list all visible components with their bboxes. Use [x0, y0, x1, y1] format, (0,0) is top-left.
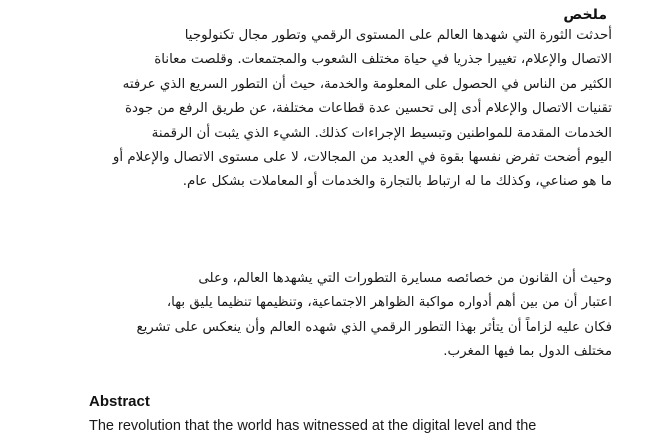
arabic-abstract-paragraph-2: [44, 267, 612, 365]
text-line: أحدثت الثورة التي شهدها العالم على المستوى الرقمي وتطور مجال تكنولوجيا: [184, 28, 612, 43]
arabic-abstract-paragraph-1: [44, 24, 612, 195]
text-line: الاتصال والإعلام، تغييرا جذريا في حياة مختلف الشعوب والمجتمعات. وقلصت معاناة: [154, 52, 612, 68]
english-abstract-heading: Abstract: [89, 393, 150, 410]
arabic-abstract-heading: ملخص: [563, 7, 607, 23]
text-line: فكان عليه لزاماً أن يتأثر بهذا التطور الرقمي الذي شهده العالم وأن ينعكس على تشريع: [136, 319, 612, 335]
text-line: ما هو صناعي، وكذلك ما له ارتباط بالتجارة والخدمات أو المعاملات بشكل عام.: [182, 174, 612, 190]
text-line: اليوم أضحت تفرض نفسها بقوة في العديد من المجالات، لا على مستوى الاتصال والإعلام أو: [112, 150, 612, 166]
text-line: الكثير من الناس في الحصول على المعلومة والخدمة، حيث أن التطور السريع الذي عرفته: [122, 76, 612, 92]
text-line: تقنيات الاتصال والإعلام أدى إلى تحسين عدة قطاعات مختلفة، عن طريق الرفع من جودة: [125, 101, 612, 117]
text-line: الخدمات المقدمة للمواطنين وتبسيط الإجراءات كذلك. الشيء الذي يثبت أن الرقمنة: [151, 125, 612, 141]
english-abstract-text: The revolution that the world has witnessed at the digital level and the: [89, 418, 537, 434]
text-line: اعتبار أن من بين أهم أدواره مواكبة الظواهر الاجتماعية، وتنظيمها تنظيما يليق بها،: [166, 295, 612, 311]
text-line: وحيث أن القانون من خصائصه مسايرة التطورات التي يشهدها العالم، وعلى: [198, 271, 612, 286]
text-line: مختلف الدول بما فيها المغرب.: [443, 344, 612, 360]
